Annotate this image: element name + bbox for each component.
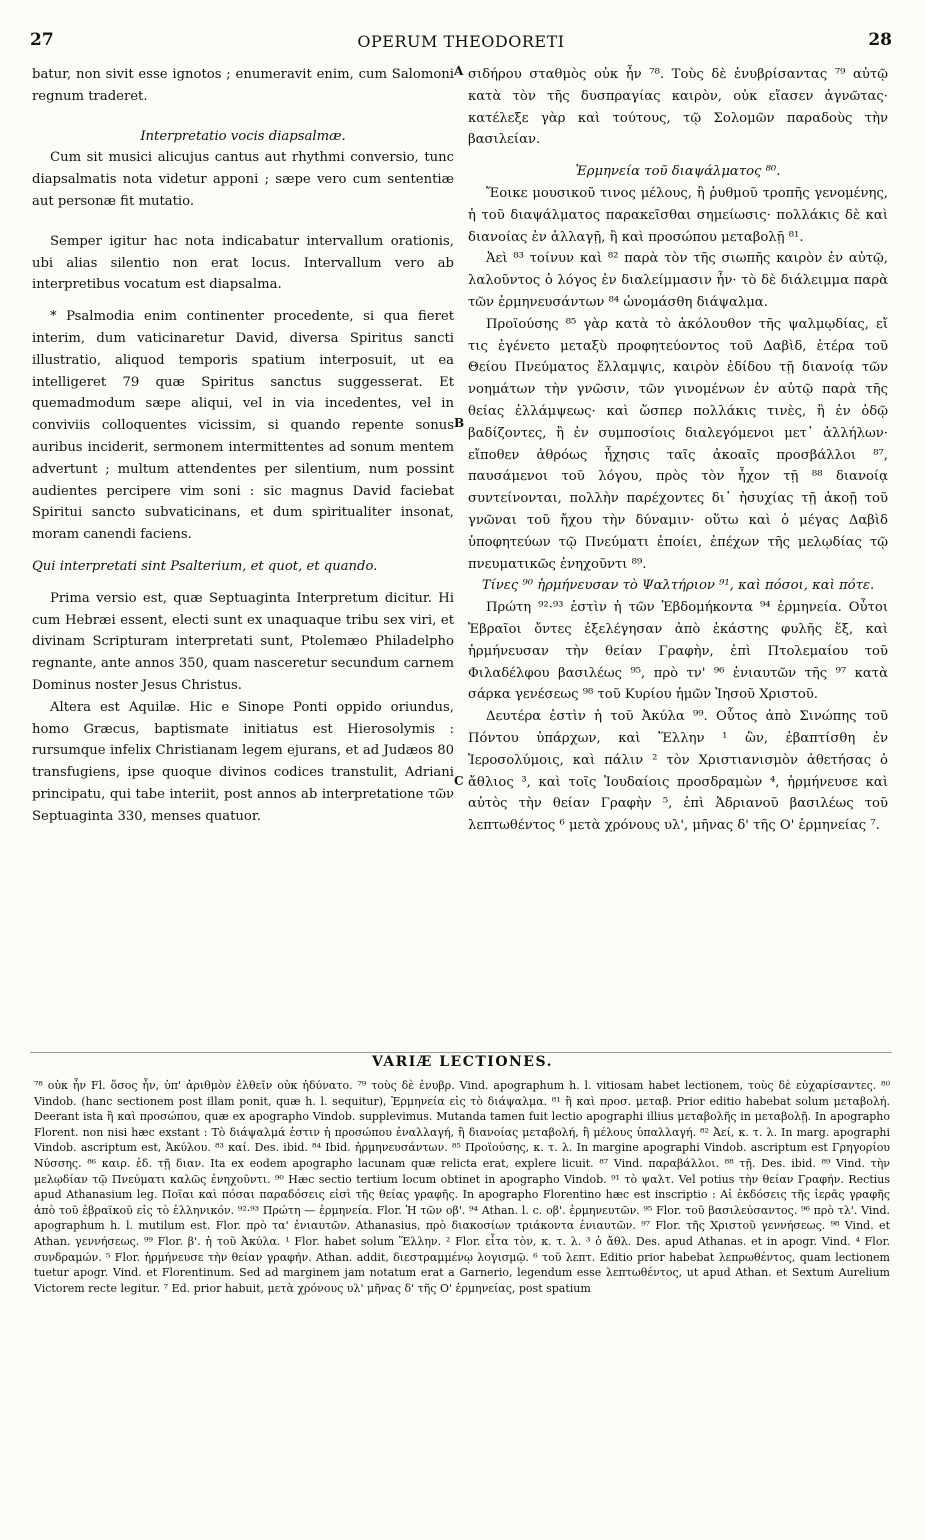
greek-paragraph-1: σιδήρου σταθμὸς οὐκ ἦν ⁷⁸. Τοὺς δὲ ἐνυβρίσαντας ⁷⁹ αὐτῷ κατὰ τὸν τῆς δυσπραγίας καιρὸν, οὐκ εἴασεν ἀγνῶτας· κατέλεξε γὰρ καὶ τούτους, τῷ Σολομῶν παραδοὺς τὴν βασιλείαν. [468,67,888,148]
latin-paragraph-5: Prima versio est, quæ Septuaginta Interpretum dicitur. Hi cum Hebræi essent, electi sunt ex unaquaque tribu sex viri, et divinam Scripturam interpretati sunt, Ptolemæo Philadelpho regnante, ante annos 350, quam nasceretur secundum carnem Dominus noster Jesus Christus. [32,590,454,693]
page-number-left: 27 [30,30,54,50]
latin-heading-diapsalma: Interpretatio vocis diapsalmæ. [140,128,346,144]
page-header [30,30,892,54]
greek-heading-interpreters: Τίνες ⁹⁰ ἡρμήνευσαν τὸ Ψαλτήριον ⁹¹, καὶ πόσοι, καὶ πότε. [481,578,875,594]
greek-paragraph-2: Ἔοικε μουσικοῦ τινος μέλους, ἢ ῥυθμοῦ τροπῆς γενομένης, ἡ τοῦ διαψάλματος παρακεῖσθαι σημείωσις· πολλάκις δὲ καὶ διανοίας ἐν ἀλλαγῇ, ἢ καὶ προσώπου μεταβολῇ ⁸¹. [468,185,888,245]
latin-heading-interpreters: Qui interpretati sint Psalterium, et quot, et quando. [32,558,378,574]
latin-paragraph-2: Cum sit musici alicujus cantus aut rhythmi conversio, tunc diapsalmatis nota videtur apponi ; sæpe vero cum sententiæ aut personæ fit mutatio. [32,150,454,209]
greek-paragraph-4: Προϊούσης ⁸⁵ γὰρ κατὰ τὸ ἀκόλουθον τῆς ψαλμῳδίας, εἴ τις ἐγένετο μεταξὺ προφητεύοντος τοῦ Δαβὶδ, ἑτέρα τοῦ Θείου Πνεύματος ἔλλαμψις, καιρὸν ἐδίδου τῇ διανοίᾳ τῶν νοημάτων τὴν γνῶσιν, τῶν γινομένων ἐν αὐτῷ παρὰ τῆς θείας ἐλλάμψεως· καὶ ὥσπερ πολλάκις τινὲς, ἢ ἐν ὁδῷ βαδίζοντες, ἢ ἐν συμποσίοις διαλεγόμενοι μετ᾽ ἀλλήλων· εἴποθεν ἀθρόως ἦχησις ταῖς ἀκοαῖς προσβάλλοι ⁸⁷, παυσάμενοι τοῦ λόγου, πρὸς τὸν ἦχον τῇ ⁸⁸ διανοίᾳ συντείνονται, πολλὴν παρέχοντες δι᾽ ἡσυχίας τῇ ἀκοῇ τοῦ γνῶναι τοῦ ἤχου τὴν δύναμιν· οὕτω καὶ ὁ μέγας Δαβὶδ ὑποφητεύων τῷ Πνεύματι ἐποίει, ἐπέχων τῆς μελῳδίας τῷ πνευματικῶς ἐνηχοῦντι ⁸⁹. [468,316,888,572]
greek-paragraph-3: Ἀεὶ ⁸³ τοίνυν καὶ ⁸² παρὰ τὸν τῆς σιωπῆς καιρὸν ἐν αὐτῷ, λαλοῦντος ὁ λόγος ἐν διαλείμμασιν ἦν· τὸ δὲ διάλειμμα παρὰ τῶν ἑρμηνευσάντων ⁸⁴ ὠνομάσθη διάψαλμα. [468,251,888,310]
variae-lectiones-title: VARIÆ LECTIONES. [372,1054,553,1070]
greek-column [468,64,888,837]
latin-paragraph-6: Altera est Aquilæ. Hic e Sinope Ponti oppido oriundus, homo Græcus, baptismate initiatus est Hierosolymis : rursumque infelix Christianam legem ejurans, et ad Judæos 80 transfugiens, ipse quoque divinos codices transtulit, Adriani principatu, qui tabe interiit, post annos ab interpretatione τῶν Septuaginta 330, menses quatuor. [32,699,454,824]
latin-column [32,64,454,828]
running-title: OPERUM THEODORETI [357,32,565,51]
greek-paragraph-6: Δευτέρα ἐστὶν ἡ τοῦ Ἀκύλα ⁹⁹. Οὗτος ἀπὸ Σινώπης τοῦ Πόντου ὑπάρχων, καὶ Ἕλλην ¹ ὢν, ἐβαπτίσθη ἐν Ἱεροσολύμοις, καὶ πάλιν ² τὸν Χριστιανισμὸν ἀθετήσας ὁ ἄθλιος ³, καὶ τοῖς Ἰουδαίοις προσδραμὼν ⁴, ἡρμήνευσε καὶ αὐτὸς τὴν θείαν Γραφὴν ⁵, ἐπὶ Ἀδριανοῦ βασιλέως τοῦ λεπτωθέντος ⁶ μετὰ χρόνους υλ', μῆνας δ' τῆς Ο' ἑρμηνείας ⁷. [468,709,888,834]
notes-divider [30,1052,892,1053]
greek-paragraph-5: Πρώτη ⁹²·⁹³ ἐστὶν ἡ τῶν Ἑβδομήκοντα ⁹⁴ ἑρμηνεία. Οὗτοι Ἑβραῖοι ὄντες ἐξελέγησαν ἀπὸ ἑκάστης φυλῆς ἕξ, καὶ ἡρμήνευσαν τὴν θείαν Γραφὴν, ἐπὶ Πτολεμαίου τοῦ Φιλαδέλφου βασιλέως ⁹⁵, πρὸ τν' ⁹⁶ ἐνιαυτῶν τῆς ⁹⁷ κατὰ σάρκα γενέσεως ⁹⁸ τοῦ Κυρίου ἡμῶν Ἰησοῦ Χριστοῦ. [468,600,888,703]
margin-letter-c: C [454,774,464,788]
page-number-right: 28 [868,30,892,50]
margin-letter-a: A [454,64,464,78]
latin-paragraph-4: * Psalmodia enim continenter procedente, si qua fieret interim, dum vaticinaretur David, diversa Spiritus sancti illustratio, aliquod temporis spatium interposuit, ut ea intelligeret 79 quæ Spiritus sanctus suggesserat. Et quemadmodum sæpe aliqui, vel in via incedentes, vel in conviviis colloquentes vicissim, si quando repente sonus auribus inciderit, sermonem intermittentes ad sonum mentem advertunt ; multum attendentes per silentium, num possint audientes percipere vim soni : sic magnus David faciebat Spiritui sancto subvaticinans, et dum spiritualiter insonat, moram canendi faciens. [32,309,454,543]
variae-lectiones-text: ⁷⁸ οὐκ ἦν Fl. ὅσος ἦν, ὑπ' ἀριθμὸν ἐλθεῖν οὐκ ἠδύνατο. ⁷⁹ τοὺς δὲ ἐνυβρ. Vind. apographum h. l. vitiosam habet lectionem, τοὺς δὲ εὐχαρίσαντες. ⁸⁰ Vindob. (hanc sectionem post illam ponit, quæ h. l. sequitur), Ἑρμηνεία εἰς τὸ διάψαλμα. ⁸¹ ἢ καὶ προσ. μεταβ. Prior editio habebat solum μεταβολή. Deerant ista ἢ καὶ προσώπου, quæ ex apographo Vindob. supplevimus. Mutanda tamen fuit lectio apographi illius μεταβολῆς in μεταβολῇ. In apographo Florent. non nisi hæc exstant : Τὸ διάψαλμά ἐστιν ἡ προσώπου ἐναλλαγή, ἢ διανοίας μεταβολή, ἢ μέλους ὑπαλλαγή. ⁸² Ἀεί, κ. τ. λ. In marg. apographi Vindob. ascriptum est, Ἀκύλου. ⁸³ καί. Des. ibid. ⁸⁴ Ibid. ἡρμηνευσάντων. ⁸⁵ Προϊούσης, κ. τ. λ. In margine apographi Vindob. ascriptum est Γρηγορίου Νύσσης. ⁸⁶ καιρ. ἐδ. τῇ διαν. Ita ex eodem apographo lacunam quæ relicta erat, explere licuit. ⁸⁷ Vind. παραβάλλοι. ⁸⁸ τῇ. Des. ibid. ⁸⁹ Vind. τὴν μελῳδίαν τῷ Πνεύματι καλῶς ἐνηχοῦντι. ⁹⁰ Hæc sectio tertium locum obtinet in apographo Vindob. ⁹¹ τὸ ψαλτ. Vel potius τὴν θείαν Γραφήν. Rectius apud Athanasium leg. Ποῖαι καὶ πόσαι παραδόσεις εἰσὶ τῆς θείας γραφῆς. In apographo Florentino hæc est inscriptio : Αἱ ἐκδόσεις τῆς ἱερᾶς γραφῆς ἀπὸ τοῦ ἑβραϊκοῦ εἰς τὸ ἑλληνικόν. ⁹²·⁹³ Πρώτη — ἑρμηνεία. Flor. Ἡ τῶν οβ'. ⁹⁴ Athan. l. c. οβ'. ἑρμηνευτῶν. ⁹⁵ Flor. τοῦ βασιλεύσαντος. ⁹⁶ πρὸ τλ'. Vind. apographum h. l. mutilum est. Flor. πρὸ τα' ἐνιαυτῶν. Athanasius, πρὸ διακοσίων τριάκοντα ἐνιαυτῶν. ⁹⁷ Flor. τῆς Χριστοῦ γεννήσεως. ⁹⁸ Vind. et Athan. γεννήσεως. ⁹⁹ Flor. β'. ἡ τοῦ Ἀκύλα. ¹ Flor. habet solum Ἕλλην. ² Flor. εἶτα τὸν, κ. τ. λ. ³ ὁ ἄθλ. Des. apud Athanas. et in apogr. Vind. ⁴ Flor. συνδραμών. ⁵ Flor. ἡρμήνευσε τὴν θείαν γραφήν. Athan. addit, διεστραμμένῳ λογισμῷ. ⁶ τοῦ λεπτ. Editio prior habebat λεπρωθέντος, quam lectionem tuetur apogr. Vind. et Florentinum. Sed ad marginem jam notatum erat a Garnerio, legendum esse λεπτωθέντος, ut apud Athan. et Sextum Aurelium Victorem recte legitur. ⁷ Ed. prior habuit, μετὰ χρόνους υλ' μῆνας δ' τῆς Ο' ἑρμηνείας, post spatium [34,1079,890,1295]
variae-lectiones-notes [34,1078,890,1296]
latin-paragraph-3: Semper igitur hac nota indicabatur intervallum orationis, ubi alias silentio non erat locus. Intervallum vero ab interpretibus vocatum est diapsalma. [32,233,454,293]
latin-paragraph-1: batur, non sivit esse ignotos ; enumeravit enim, cum Salomoni regnum traderet. [32,67,454,104]
margin-letter-b: B [454,416,465,430]
greek-heading-diapsalma: Ἑρμηνεία τοῦ διαψάλματος ⁸⁰. [575,164,781,180]
